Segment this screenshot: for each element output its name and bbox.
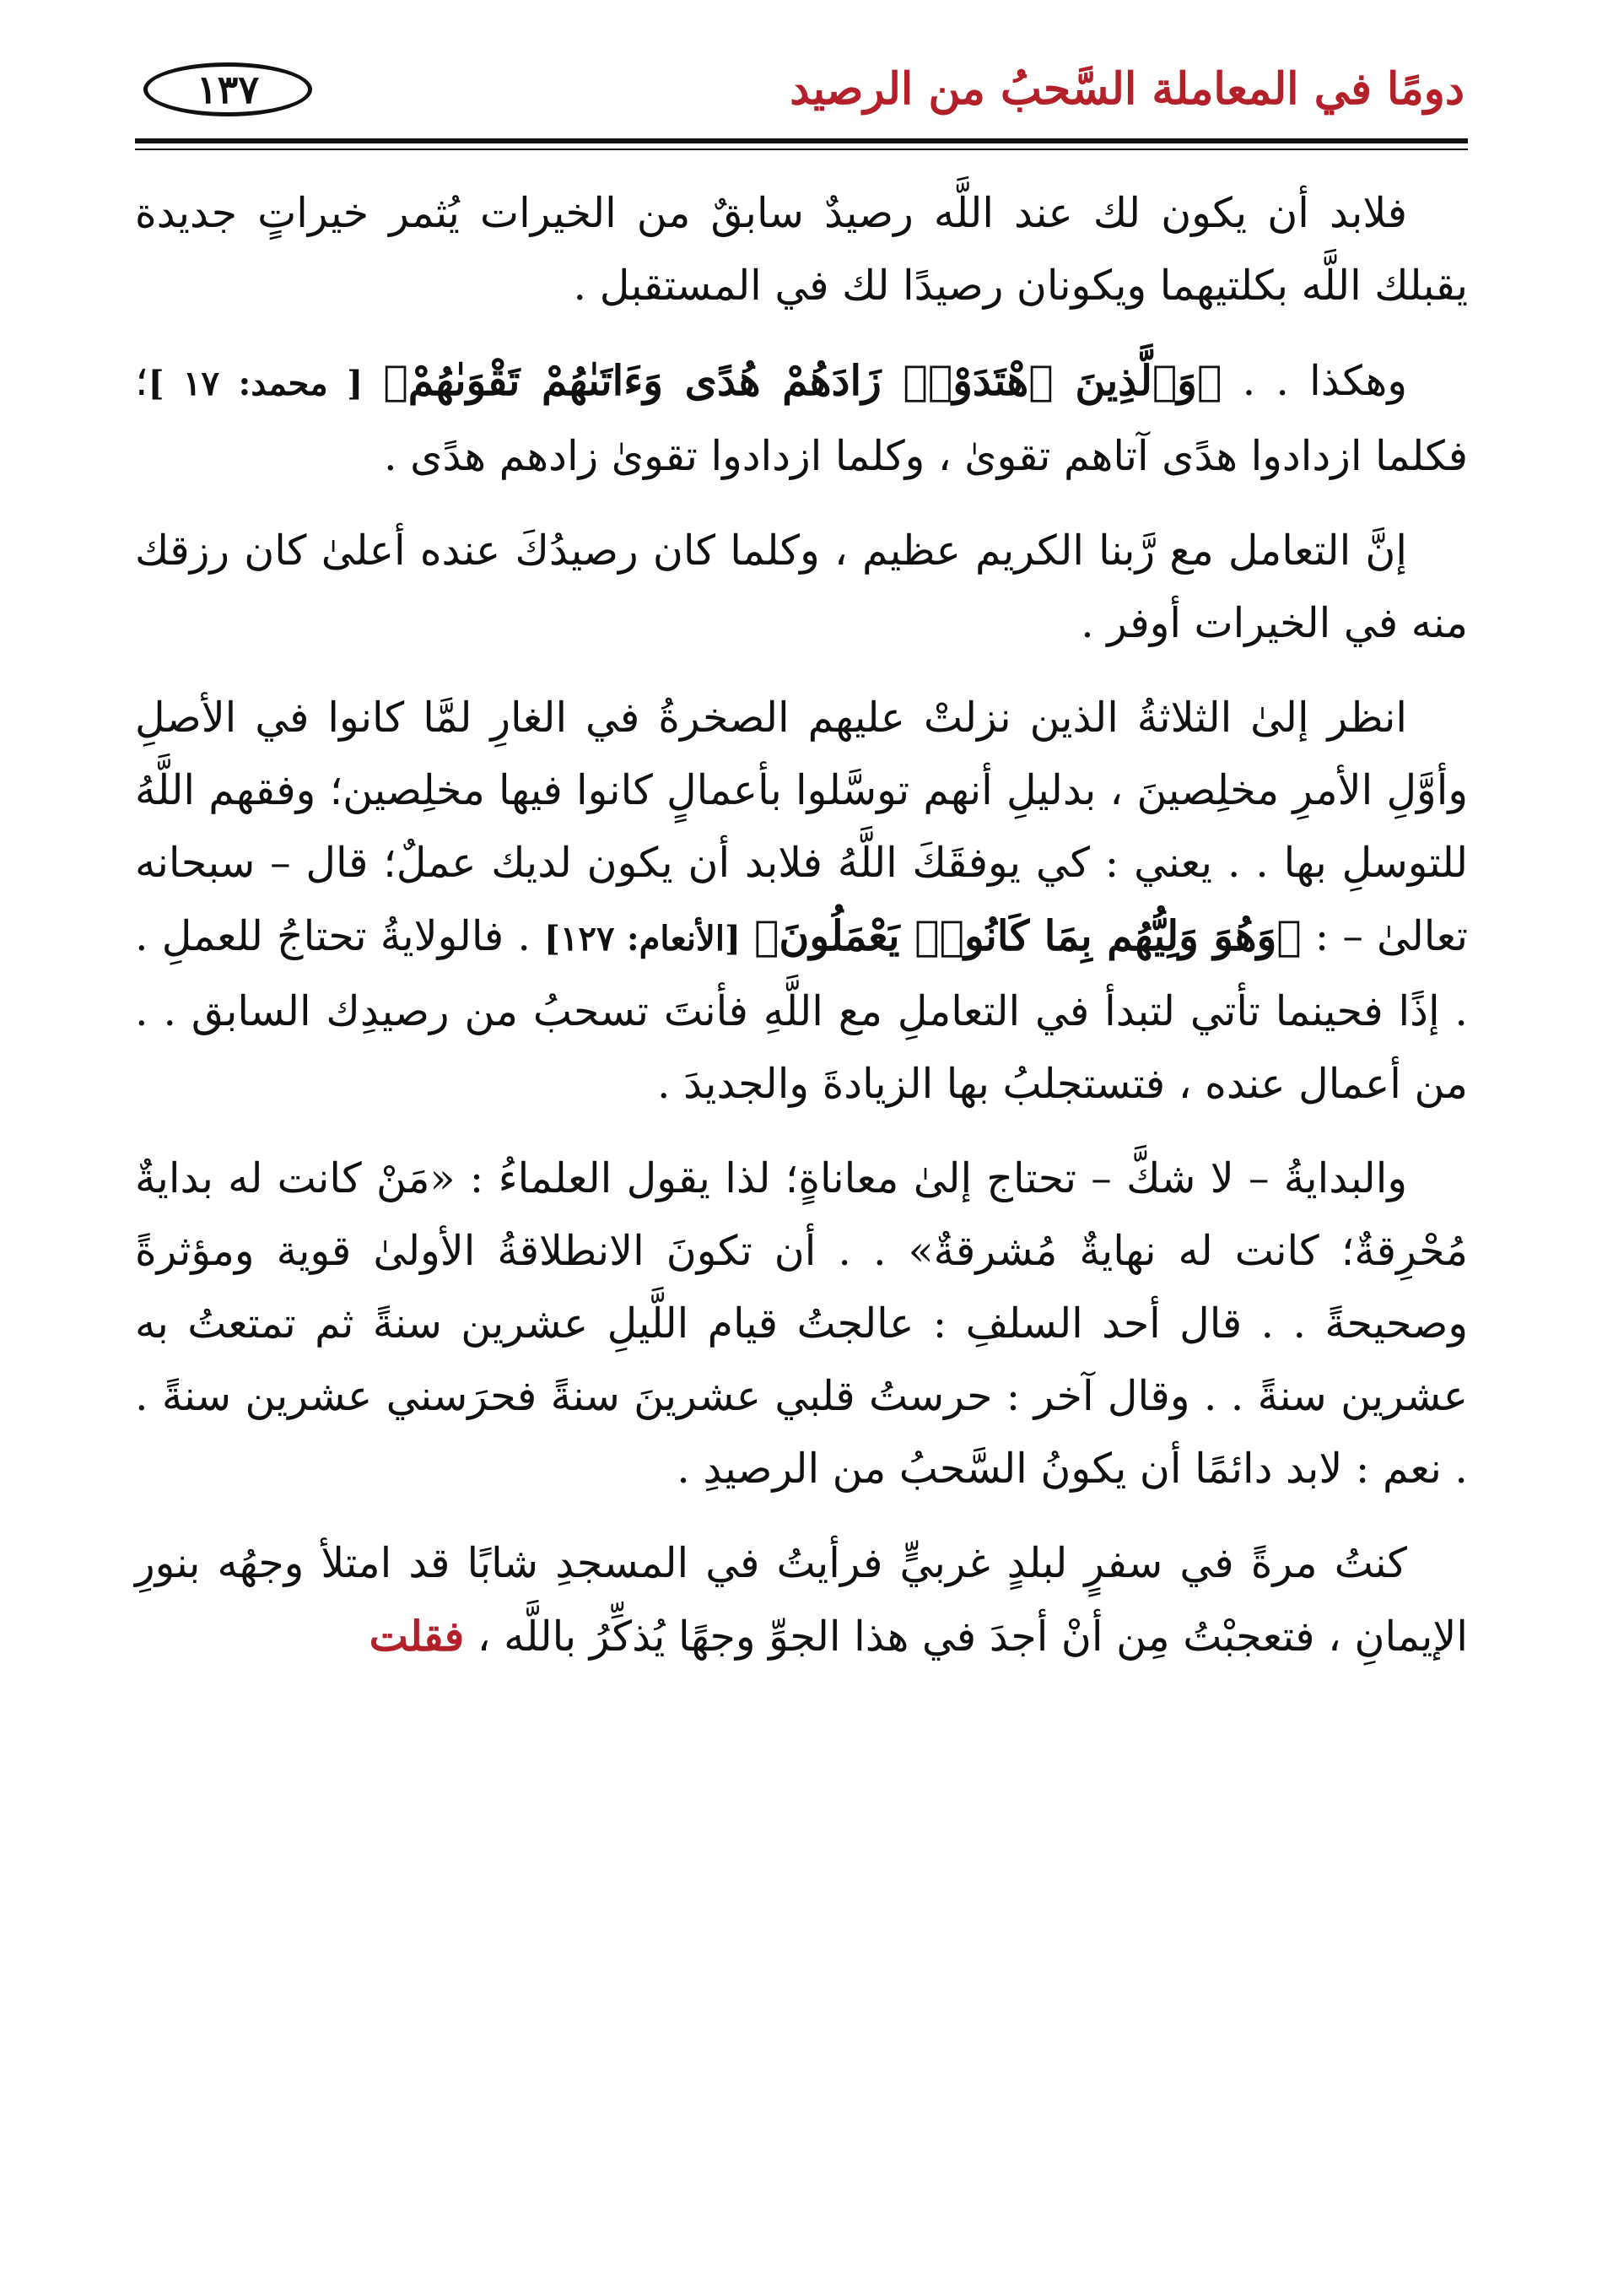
running-header [135,51,1468,128]
paragraph-text: إنَّ التعامل مع رَّبنا الكريم عظيم ، وكلما كان رصيدُكَ عنده أعلىٰ كان رزقك منه في الخيرات أوفر . [135,527,1468,647]
page-number: ١٣٧ [143,62,312,116]
highlighted-word: فقلت [369,1612,465,1661]
paragraph-1 [135,177,1468,322]
page-body [135,177,1468,1695]
paragraph-5 [135,1143,1468,1505]
paragraph-text: والبدايةُ – لا شكَّ – تحتاج إلىٰ معاناةٍ؛ لذا يقول العلماءُ : «مَنْ كانت له بدايةٌ مُحْرِقةٌ؛ كانت له نهايةٌ مُشرقةٌ» . . أن تكونَ الانطلاقةُ الأولىٰ قوية ومؤثرةً وصحيحةً . . قال أحد السلفِ : عالجتُ قيام اللَّيلِ عشرين سنةً ثم تمتعتُ به عشرين سنةً . . وقال آخر : حرستُ قلبي عشرينَ سنةً فحرَسني عشرين سنةً . . نعم : لابد دائمًا أن يكونُ السَّحبُ من الرصيدِ . [135,1154,1468,1493]
header-title: دومًا في المعاملة السَّحبُ من الرصيد [790,63,1464,115]
paragraph-2 [135,344,1468,493]
paragraph-text: ؛ فكلما ازدادوا هدًى آتاهم تقوىٰ ، وكلما ازدادوا تقوىٰ زادهم هدًى . [135,357,1468,480]
paragraph-text: انظر إلىٰ الثلاثةُ الذين نزلتْ عليهم الصخرةُ في الغارِ لمَّا كانوا في الأصلِ وأوَّلِ الأمرِ مخلِصينَ ، بدليلِ أنهم توسَّلوا بأعمالٍ كانوا فيها مخلِصين؛ وفقهم اللَّهُ للتوسلِ بها . . يعني : كي يوفقَكَ اللَّهُ فلابد أن يكون لديك عملٌ؛ قال – سبحانه تعالىٰ – : [135,694,1468,960]
header-rule [135,138,1468,143]
paragraph-text: كنتُ مرةً في سفرٍ لبلدٍ غربيٍّ فرأيتُ في المسجدِ شابًا قد امتلأ وجهُه بنورِ الإيمانِ ، فتعجبْتُ مِن أنْ أجدَ في هذا الجوِّ وجهًا يُذكِّرُ باللَّه ، [135,1539,1468,1661]
paragraph-4 [135,682,1468,1121]
paragraph-intro: وهكذا . . [1242,357,1408,405]
quran-verse: ﴿وَهُوَ وَلِيُّهُم بِمَا كَانُوا۟ يَعْمَلُونَ﴾ [754,911,1302,960]
verse-reference: [الأنعام: ١٢٧] [544,919,741,959]
paragraph-6 [135,1527,1468,1673]
paragraph-text: فلابد أن يكون لك عند اللَّه رصيدٌ سابقٌ من الخيرات يُثمر خيراتٍ جديدة يقبلك اللَّه بكلتيهما ويكونان رصيدًا لك في المستقبل . [135,189,1468,310]
paragraph-text: . فالولايةُ تحتاجُ للعملِ . . إذًا فحينما تأتي لتبدأ في التعاملِ مع اللَّهِ فأنتَ تسحبُ من رصيدِك السابق . . من أعمال عنده ، فتستجلبُ بها الزيادةَ والجديدَ . [135,912,1468,1108]
header-rule-thin [135,149,1468,150]
quran-verse: ﴿وَٱلَّذِينَ ٱهْتَدَوْا۟ زَادَهُمْ هُدًى وَءَاتَىٰهُمْ تَقْوَىٰهُمْ﴾ [383,356,1222,405]
paragraph-3 [135,515,1468,660]
verse-reference: [ محمد: ١٧ ] [148,364,364,403]
book-page [135,51,1468,2245]
